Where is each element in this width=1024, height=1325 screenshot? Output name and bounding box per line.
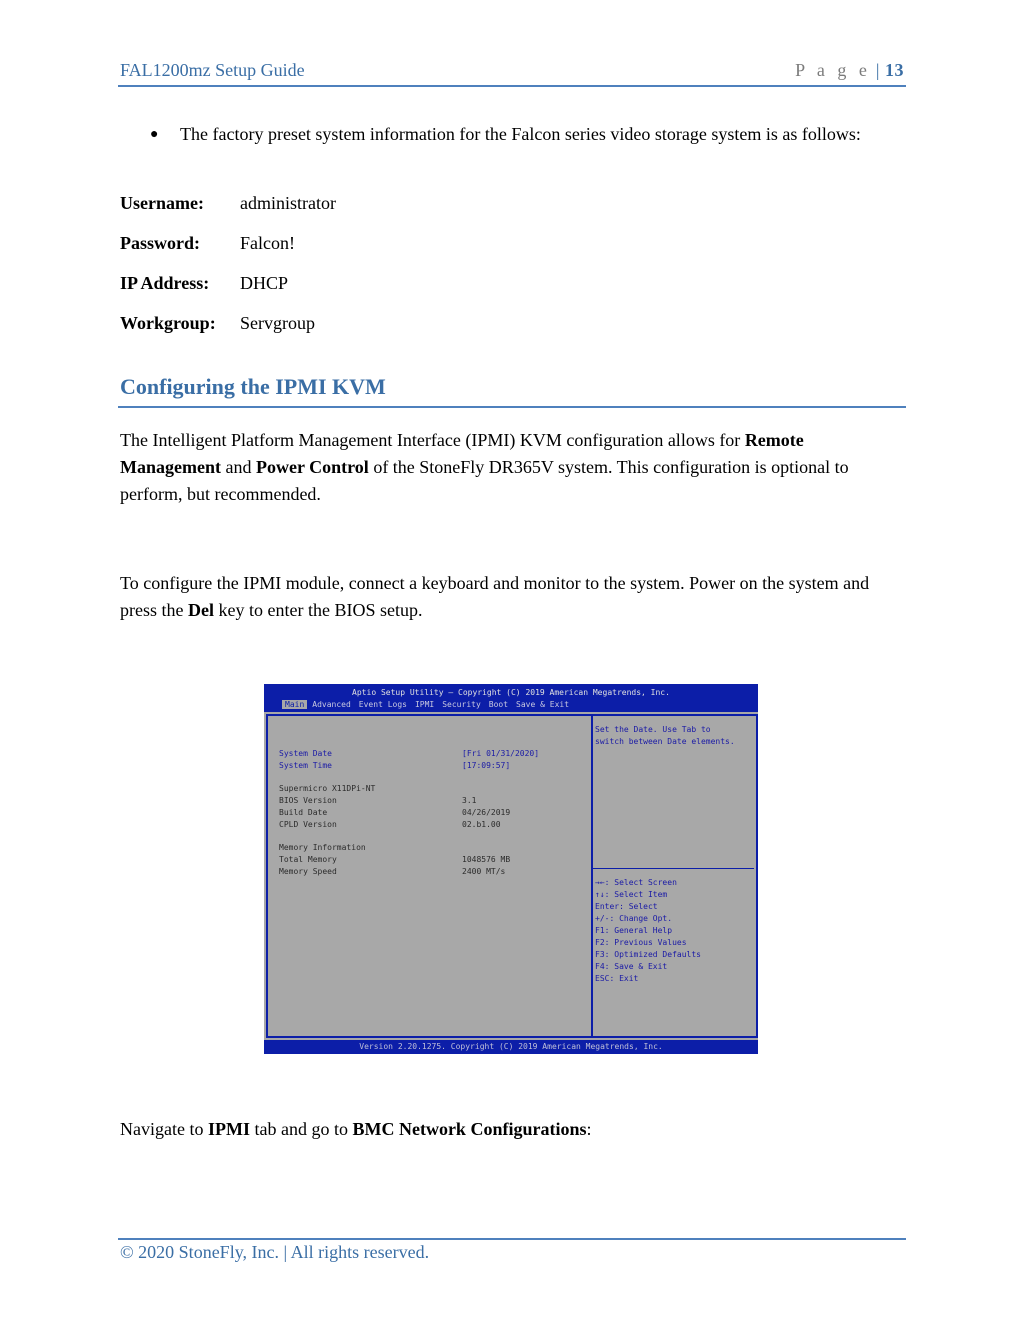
para2-bold-del: Del [187, 600, 214, 620]
bios-row-label: Supermicro X11DPi-NT [279, 784, 376, 793]
bios-row-value[interactable]: [17:09:57] [462, 761, 511, 770]
bios-key-hint: F2: Previous Values [595, 938, 687, 947]
bios-footer: Version 2.20.1275. Copyright (C) 2019 American Megatrends, Inc. [264, 1040, 758, 1054]
bios-row-label[interactable]: System Date [279, 749, 332, 758]
bios-tab-save-exit[interactable]: Save & Exit [516, 700, 570, 709]
bios-row-label: CPLD Version [279, 820, 337, 829]
bios-row-value: 02.b1.00 [462, 820, 501, 829]
field-label-password: Password: [120, 233, 200, 253]
bios-row-value: 1048576 MB [462, 855, 511, 864]
para2-text-a: To configure the IPMI module, connect a keyboard and monitor to the system. Power on the system and press the [120, 573, 870, 620]
bios-key-hint: F1: General Help [595, 926, 673, 935]
page-indicator [795, 60, 904, 81]
bios-tab-main[interactable]: Main [282, 700, 307, 709]
footer-divider [118, 1238, 906, 1240]
para1-text-e: of the StoneFly DR365V system. This configuration is optional to perform, but recommended. [120, 457, 849, 504]
section-divider [118, 406, 906, 408]
bios-help-text: Set the Date. Use Tab to [595, 725, 711, 734]
bios-key-hint: F3: Optimized Defaults [595, 950, 701, 959]
bios-horizontal-divider [593, 868, 754, 869]
para3-text-e: : [586, 1119, 592, 1139]
para1-text-c: and [220, 457, 256, 477]
header-title: FAL1200mz Setup Guide [120, 60, 305, 80]
bios-vertical-divider [591, 714, 593, 1036]
bios-key-hint: ↑↓: Select Item [595, 890, 668, 899]
para1-bold-remote: Remote Management [120, 430, 804, 477]
section-title: Configuring the IPMI KVM [120, 374, 386, 399]
field-label-ip: IP Address: [120, 273, 210, 293]
bios-row-label: Build Date [279, 808, 328, 817]
bios-tab-advanced[interactable]: Advanced [312, 700, 351, 709]
bios-key-hint: →←: Select Screen [595, 878, 677, 887]
field-value-ip: DHCP [240, 273, 289, 293]
para2-text-c: key to enter the BIOS setup. [213, 600, 423, 620]
bios-tab-event-logs[interactable]: Event Logs [358, 700, 407, 709]
bios-tabs [282, 700, 574, 709]
para1-text-a: The Intelligent Platform Management Interface (IPMI) KVM configuration allows for [120, 430, 745, 450]
bios-row-value: 2400 MT/s [462, 867, 506, 876]
paragraph-navigate [120, 1116, 890, 1143]
bios-tab-ipmi[interactable]: IPMI [414, 700, 435, 709]
bios-key-hint: F4: Save & Exit [595, 962, 668, 971]
paragraph-bios-instructions [120, 570, 890, 624]
page-label: P a g e [795, 60, 871, 80]
bios-key-hint: Enter: Select [595, 902, 658, 911]
field-value-password: Falcon! [240, 233, 295, 253]
bios-tab-boot[interactable]: Boot [488, 700, 509, 709]
bios-row-label: Total Memory [279, 855, 337, 864]
bios-row-label: Memory Speed [279, 867, 337, 876]
field-value-workgroup: Servgroup [240, 313, 315, 333]
para3-text-c: tab and go to [249, 1119, 353, 1139]
field-label-username: Username: [120, 193, 204, 213]
bios-row-label: Memory Information [279, 843, 366, 852]
bullet-text: The factory preset system information for the Falcon series video storage system is as follows: [180, 124, 861, 144]
bios-row-value: 3.1 [462, 796, 477, 805]
para3-bold-bmc: BMC Network Configurations [352, 1119, 587, 1139]
bios-screenshot [264, 684, 758, 1054]
header-divider [118, 85, 906, 87]
paragraph-ipmi-intro [120, 427, 890, 508]
page-number: 13 [885, 60, 904, 80]
bios-row-value[interactable]: [Fri 01/31/2020] [462, 749, 540, 758]
para1-bold-power: Power Control [255, 457, 369, 477]
para3-bold-ipmi: IPMI [207, 1119, 250, 1139]
bios-key-hint: ESC: Exit [595, 974, 639, 983]
bios-row-label: BIOS Version [279, 796, 337, 805]
bios-tab-security[interactable]: Security [442, 700, 481, 709]
footer-copyright: © 2020 StoneFly, Inc. | All rights reserved. [120, 1242, 430, 1262]
bullet-icon: ● [150, 127, 159, 142]
bios-title: Aptio Setup Utility – Copyright (C) 2019 American Megatrends, Inc. [352, 688, 670, 697]
para3-text-a: Navigate to [120, 1119, 208, 1139]
page-separator: | [875, 60, 880, 80]
bios-row-label[interactable]: System Time [279, 761, 332, 770]
field-label-workgroup: Workgroup: [120, 313, 216, 333]
field-value-username: administrator [240, 193, 336, 213]
bios-help-text: switch between Date elements. [595, 737, 735, 746]
bios-key-hint: +/-: Change Opt. [595, 914, 673, 923]
bios-frame [266, 714, 758, 1038]
bios-row-value: 04/26/2019 [462, 808, 511, 817]
